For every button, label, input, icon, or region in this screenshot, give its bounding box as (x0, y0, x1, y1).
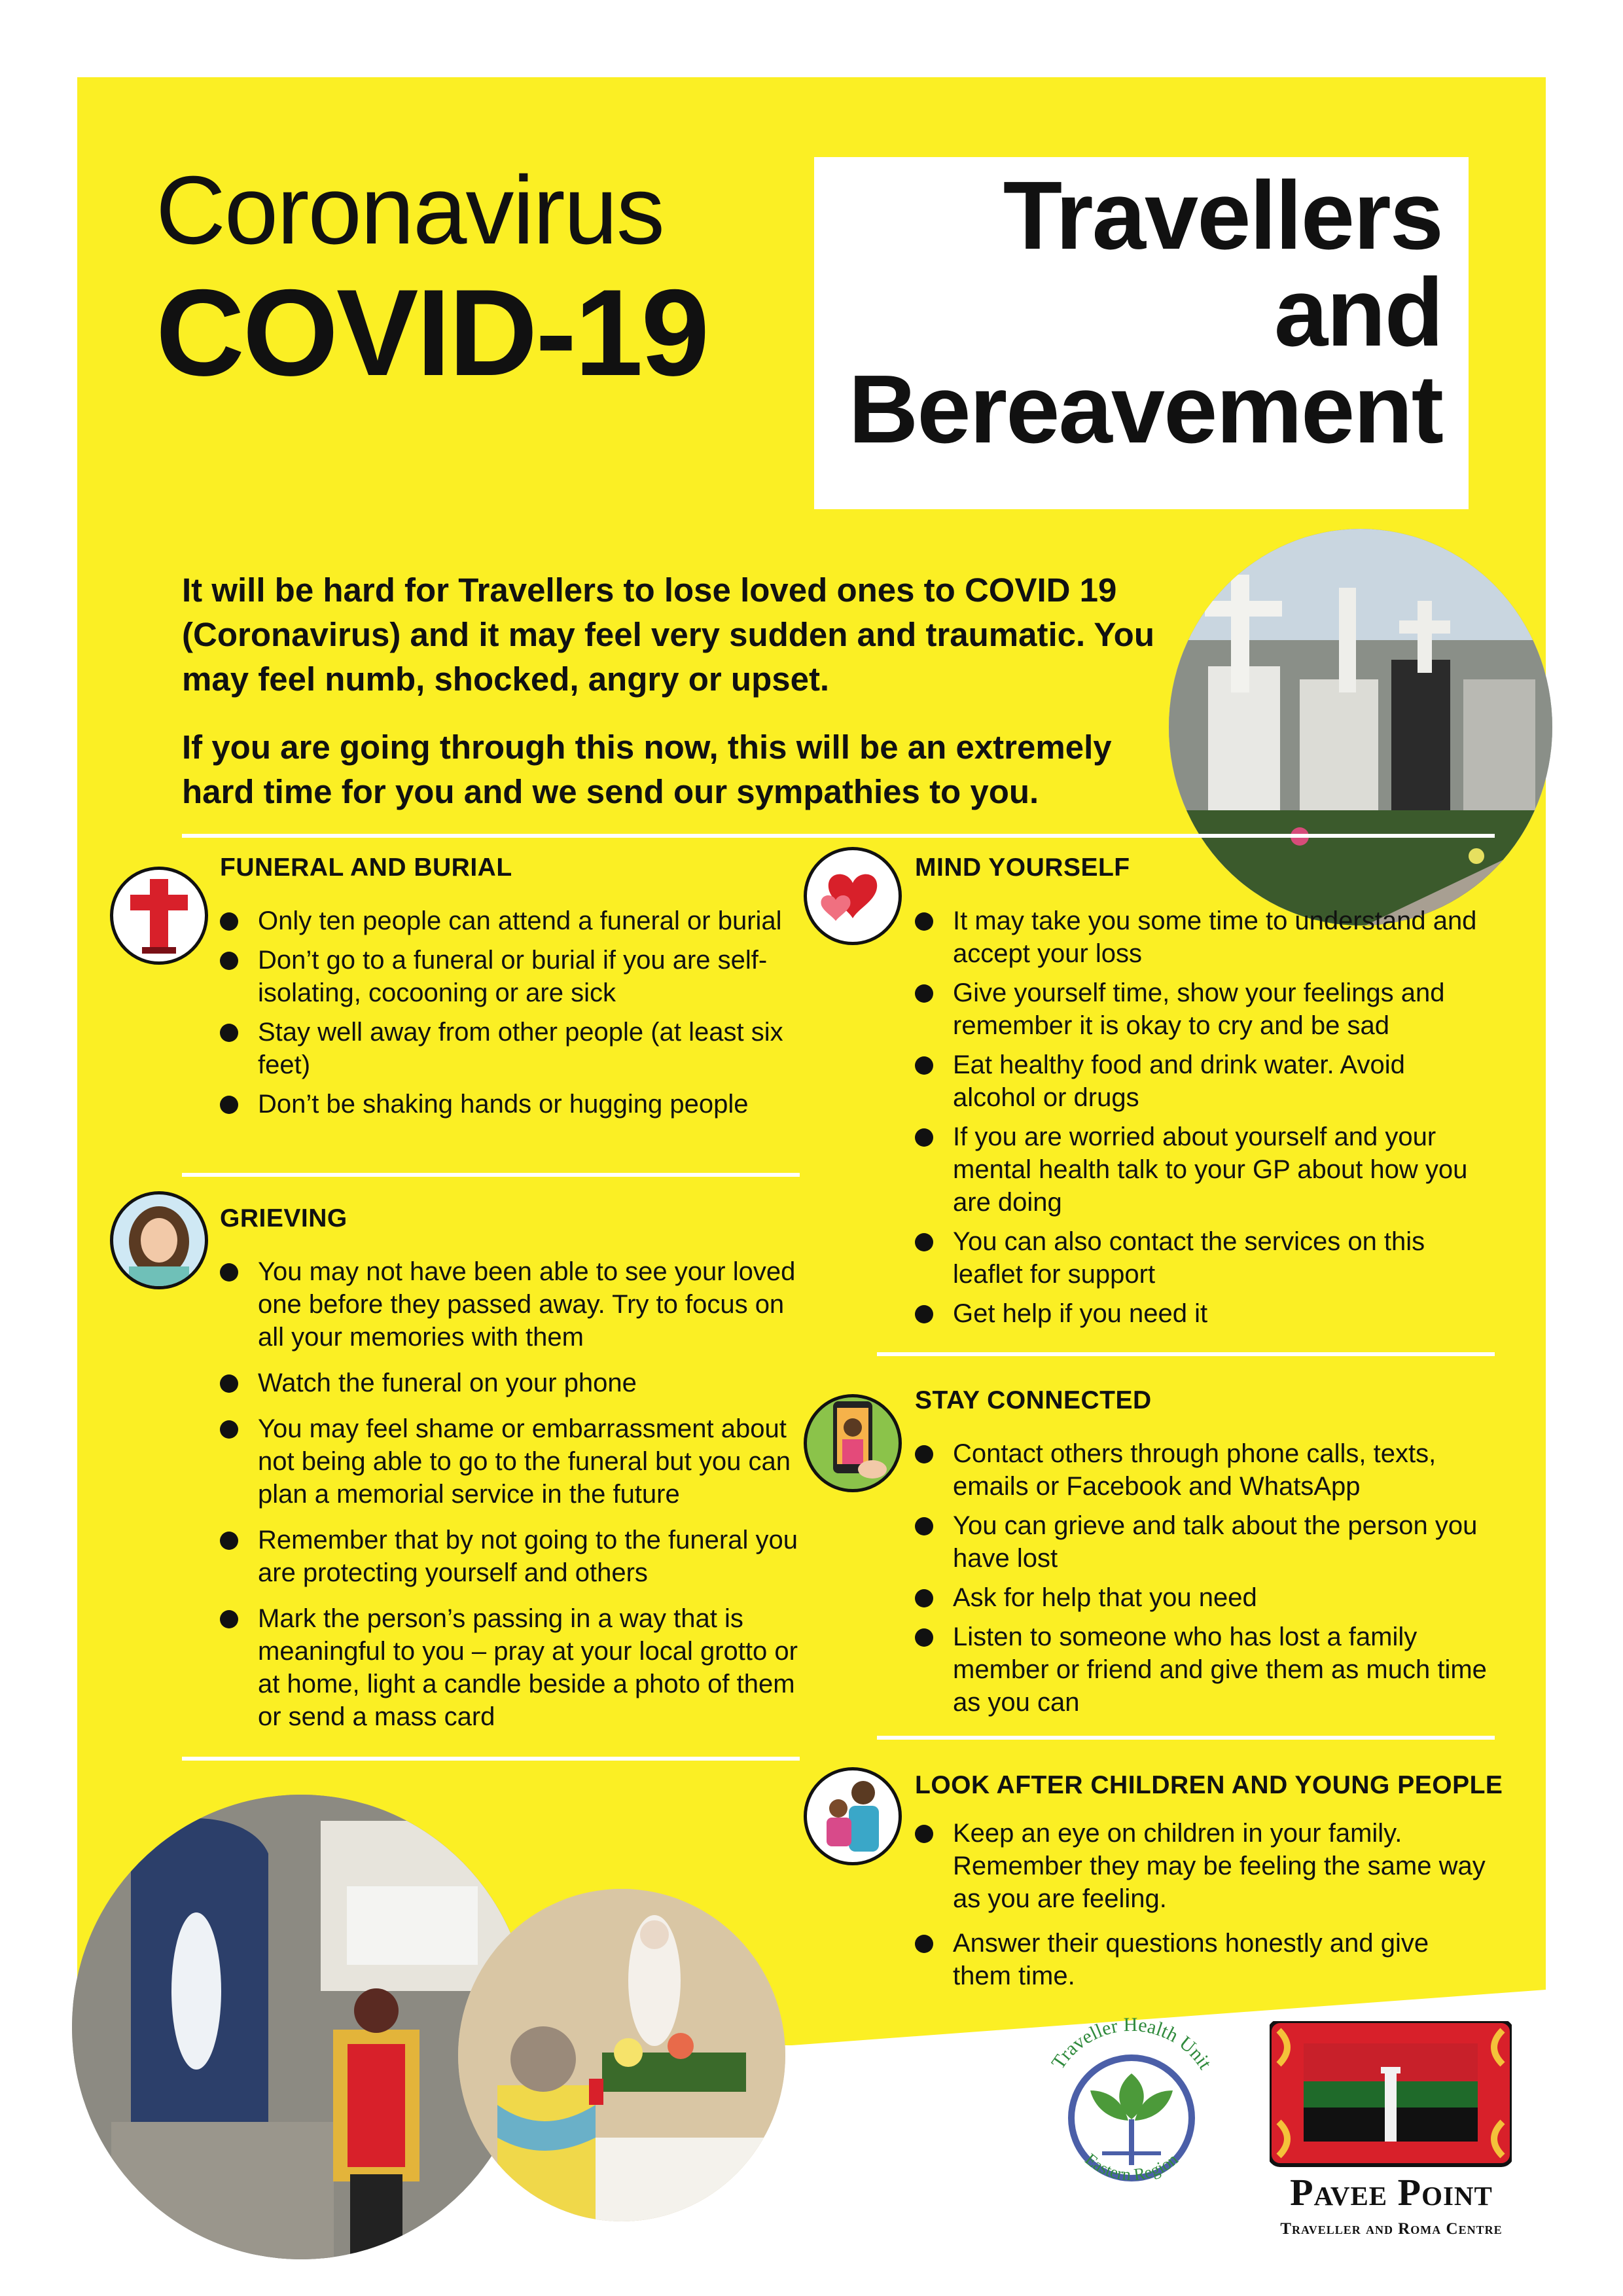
section-title-mind: MIND YOURSELF (915, 853, 1130, 882)
list-item: If you are worried about yourself and your mental health talk to your GP about how you are doing (915, 1121, 1491, 1219)
thu-logo-text-bottom: Eastern Region (1081, 2149, 1182, 2185)
pavee-point-name: Pavee Point (1290, 2171, 1493, 2214)
divider-right-2 (877, 1736, 1495, 1740)
list-item: Keep an eye on children in your family. Remember they may be feeling the same way as you are feeling. (915, 1817, 1491, 1915)
divider-intro (182, 834, 1495, 838)
list-item: Don’t go to a funeral or burial if you are self-isolating, cocooning or are sick (220, 944, 796, 1009)
home-shrine-photo (458, 1889, 785, 2221)
hearts-icon (804, 847, 902, 945)
list-item: Only ten people can attend a funeral or burial (220, 905, 796, 937)
phone-video-call-icon (804, 1394, 902, 1492)
list-item: Listen to someone who has lost a family member or friend and give them as much time as you can (915, 1621, 1491, 1719)
list-item: Give yourself time, show your feelings and remember it is okay to cry and be sad (915, 977, 1491, 1042)
divider-left-2 (182, 1757, 800, 1761)
grieving-list (220, 1255, 809, 1733)
subtitle-line-3: Bereavement (848, 355, 1442, 463)
connected-list (915, 1437, 1491, 1719)
main-title (156, 156, 810, 401)
list-item: Stay well away from other people (at least six feet) (220, 1016, 796, 1081)
list-item: Ask for help that you need (915, 1581, 1491, 1614)
grieving-woman-icon (110, 1191, 208, 1289)
title-coronavirus: Coronavirus (156, 156, 664, 264)
traveller-health-unit-logo (1030, 2001, 1233, 2211)
title-covid19: COVID-19 (156, 264, 708, 401)
intro-paragraph-1: It will be hard for Travellers to lose loved ones to COVID 19 (Coronavirus) and it may feel very sudden and traumatic. You may feel numb, shocked, angry or upset. (182, 571, 1154, 698)
list-item: You can also contact the services on this leaflet for support (915, 1225, 1491, 1291)
list-item: You may not have been able to see your loved one before they passed away. Try to focus on all your memories with them (220, 1255, 809, 1354)
list-item: Eat healthy food and drink water. Avoid alcohol or drugs (915, 1049, 1491, 1114)
list-item: It may take you some time to understand and accept your loss (915, 905, 1491, 970)
divider-right-1 (877, 1352, 1495, 1356)
list-item: Answer their questions honestly and give them time. (915, 1927, 1491, 1992)
intro-paragraph-2: If you are going through this now, this will be an extremely hard time for you and we send our sympathies to you. (182, 728, 1112, 810)
list-item: Contact others through phone calls, texts, emails or Facebook and WhatsApp (915, 1437, 1491, 1503)
list-item: You can grieve and talk about the person you have lost (915, 1509, 1491, 1575)
section-title-children: LOOK AFTER CHILDREN AND YOUNG PEOPLE (915, 1771, 1503, 1799)
pavee-point-subtitle: Traveller and Roma Centre (1280, 2220, 1503, 2238)
cemetery-photo (1169, 529, 1552, 925)
subtitle-box (814, 157, 1469, 509)
cross-icon (110, 867, 208, 965)
parent-child-icon (804, 1767, 902, 1865)
list-item: Mark the person’s passing in a way that is meaningful to you – pray at your local grotto or at home, light a candle beside a photo of them or send a mass card (220, 1602, 809, 1733)
list-item: Don’t be shaking hands or hugging people (220, 1088, 796, 1121)
list-item: Remember that by not going to the funeral you are protecting yourself and others (220, 1524, 809, 1589)
section-title-funeral: FUNERAL AND BURIAL (220, 853, 512, 882)
children-list (915, 1817, 1491, 1992)
section-title-grieving: GRIEVING (220, 1204, 348, 1232)
list-item: Get help if you need it (915, 1297, 1491, 1330)
list-item: Watch the funeral on your phone (220, 1367, 809, 1399)
list-item: You may feel shame or embarrassment about not being able to go to the funeral but you can plan a memorial service in the future (220, 1412, 809, 1511)
funeral-list (220, 905, 796, 1121)
thu-logo-text-top: Traveller Health Unit (1047, 2013, 1217, 2073)
mind-list (915, 905, 1491, 1330)
subtitle-line-1: Travellers (1003, 162, 1442, 270)
section-title-connected: STAY CONNECTED (915, 1386, 1152, 1414)
subtitle-line-2: and (1274, 259, 1442, 367)
divider-left-1 (182, 1173, 800, 1177)
